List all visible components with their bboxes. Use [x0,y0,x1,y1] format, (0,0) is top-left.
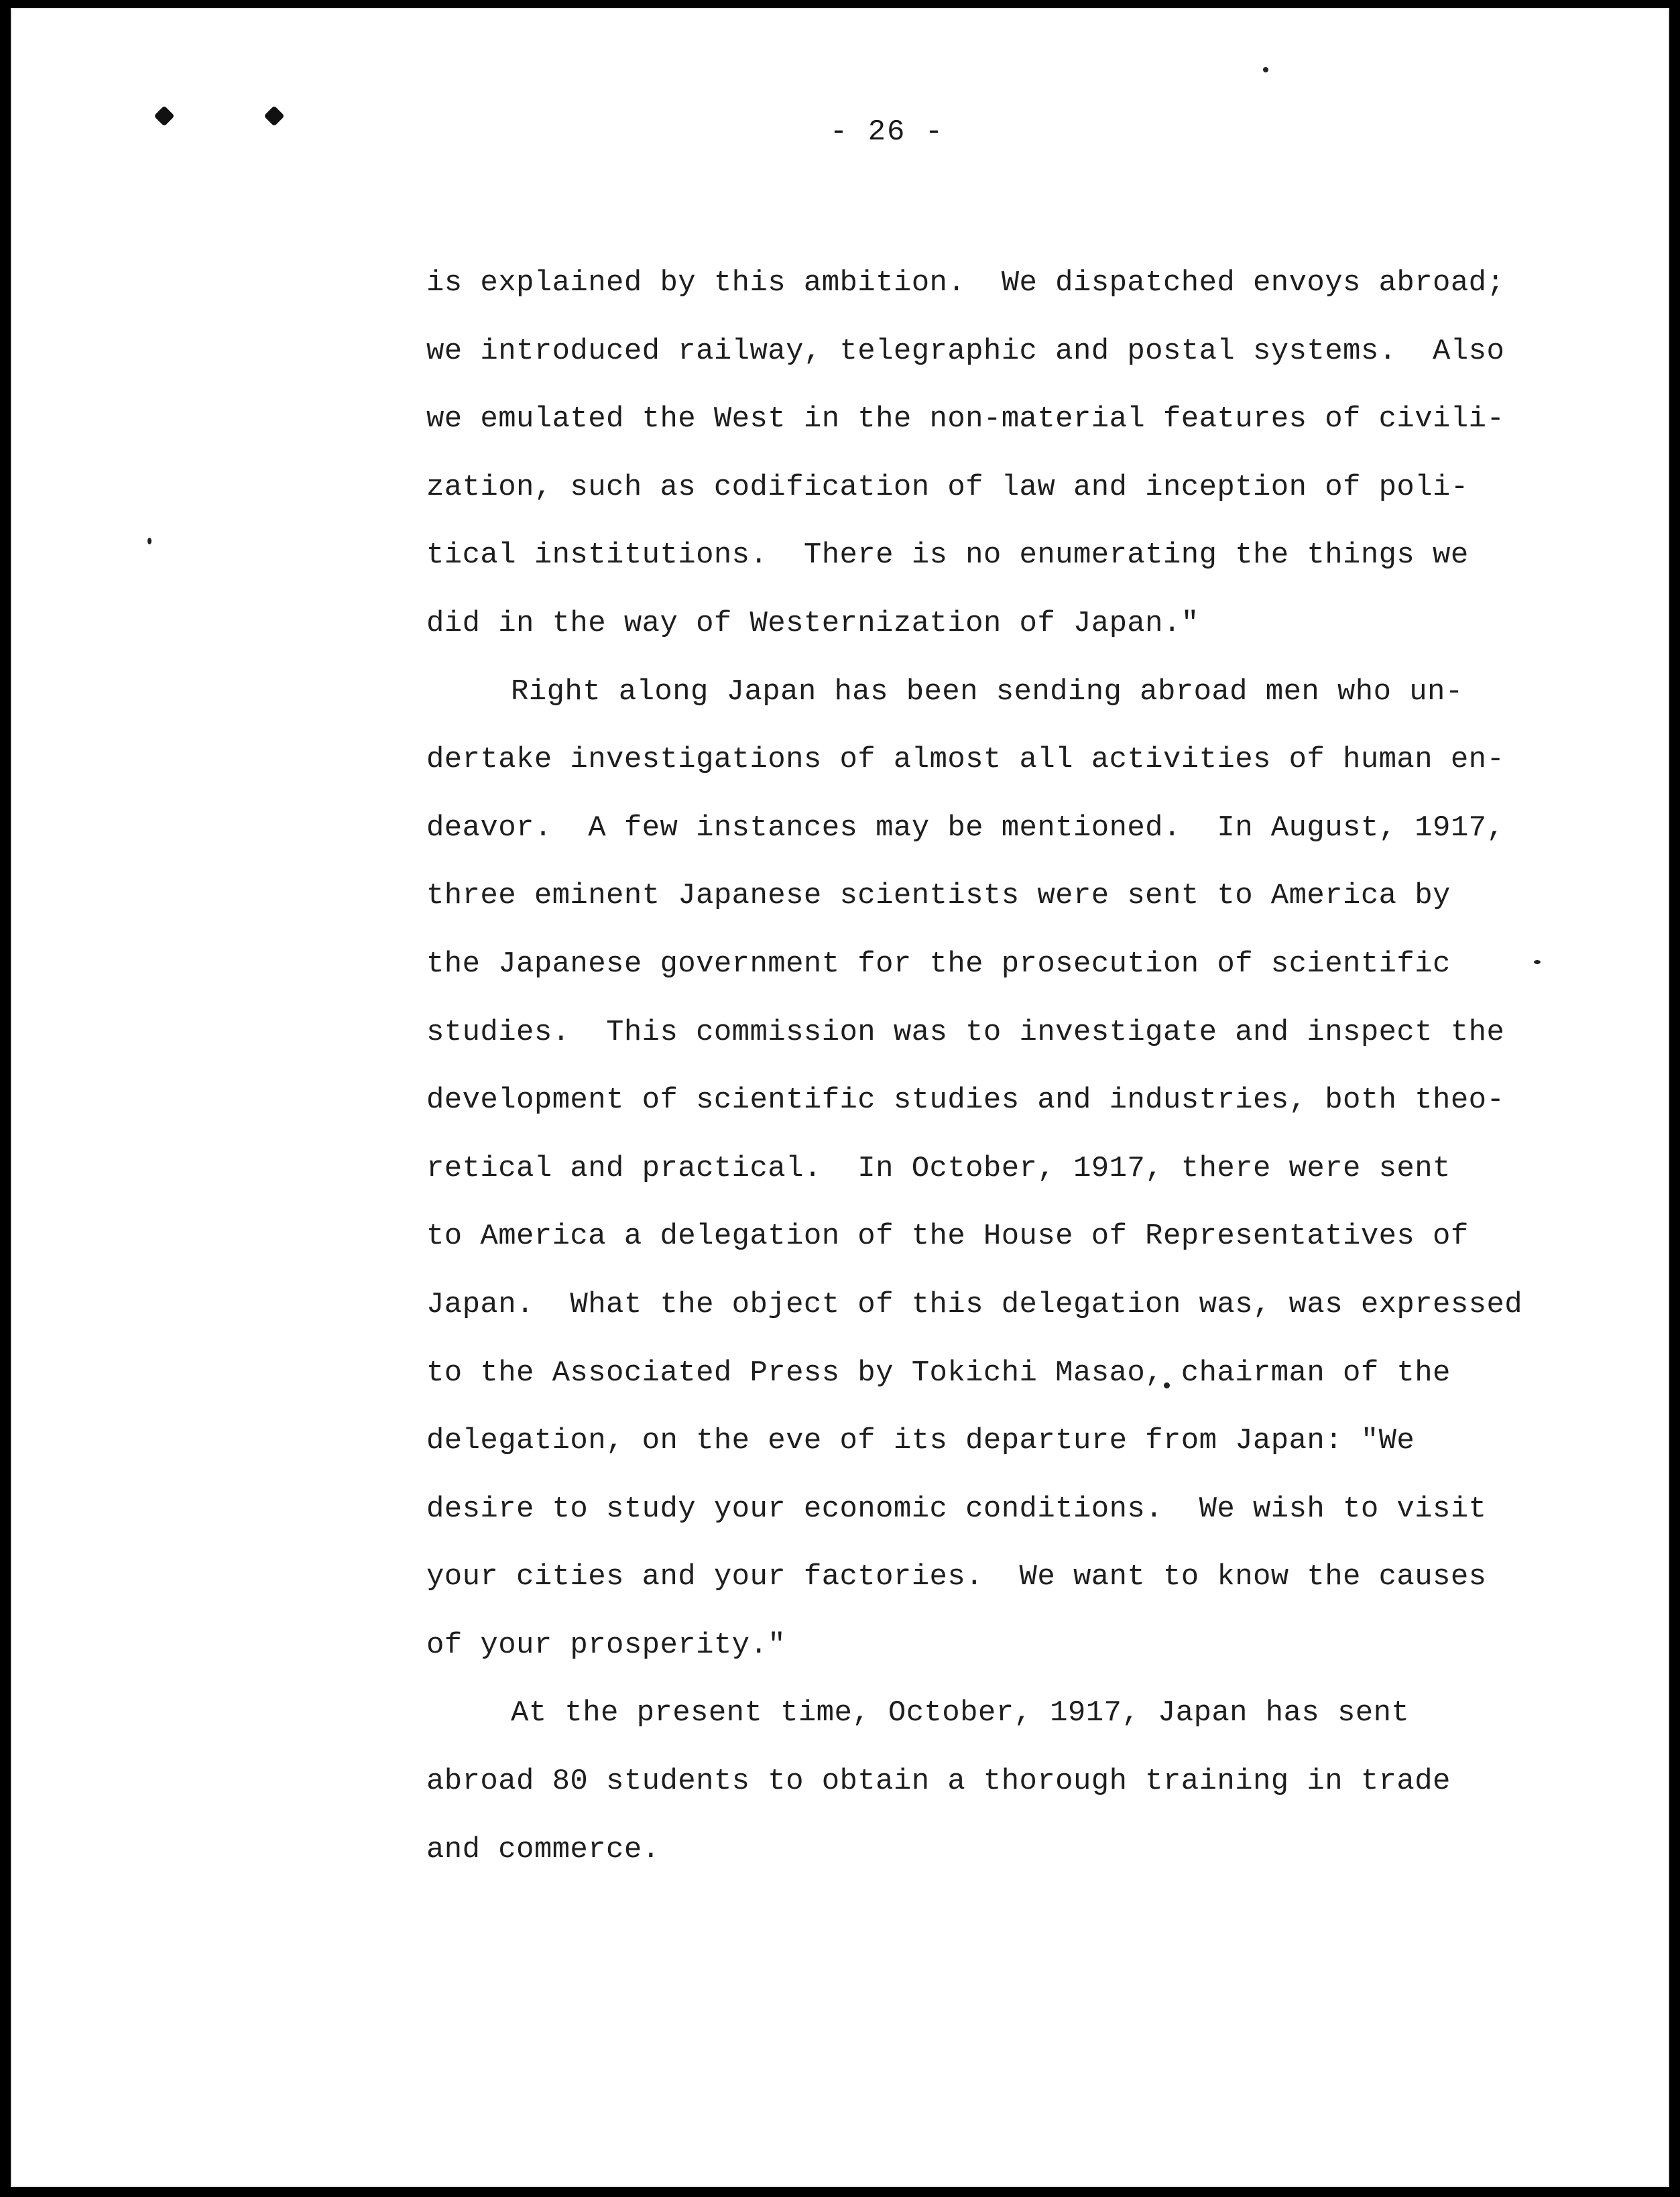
text-line: the Japanese government for the prosecution of scientific [426,947,1451,981]
text-line: Japan. What the object of this delegation was, was expressed [426,1287,1523,1321]
scan-speck [147,538,152,544]
text-line: zation, such as codification of law and inception of poli- [426,470,1469,504]
text-line: dertake investigations of almost all activities of human en- [426,743,1505,777]
text-line: we introduced railway, telegraphic and postal systems. Also [426,334,1505,368]
document-page [11,8,1669,2187]
page-number: - 26 - [829,115,945,149]
typewritten-body-text [426,249,1526,1884]
text-line: three eminent Japanese scientists were sent to America by [426,879,1451,913]
text-line: development of scientific studies and industries, both theo- [426,1083,1505,1118]
scan-border [0,2188,1680,2197]
text-line: to the Associated Press by Tokichi Masao, chairman of the [426,1356,1451,1390]
text-line: At the present time, October, 1917, Japan has sent [511,1696,1410,1730]
text-line: abroad 80 students to obtain a thorough training in trade [426,1765,1451,1799]
text-line: and commerce. [426,1832,660,1866]
text-line: Right along Japan has been sending abroad men who un- [511,674,1463,709]
text-line: we emulated the West in the non-material features of civili- [426,402,1505,436]
text-line: studies. This commission was to investigate and inspect the [426,1015,1505,1049]
text-line: desire to study your economic conditions. We wish to visit [426,1492,1487,1526]
text-line: to America a delegation of the House of Representatives of [426,1220,1469,1254]
text-line: delegation, on the eve of its departure from Japan: "We [426,1424,1415,1458]
scan-speck [1263,67,1268,72]
scan-speck [1534,960,1541,964]
text-line: is explained by this ambition. We dispatched envoys abroad; [426,266,1505,300]
text-line: your cities and your factories. We want to know the causes [426,1560,1487,1594]
text-line: tical institutions. There is no enumerating the things we [426,538,1469,573]
text-line: deavor. A few instances may be mentioned. In August, 1917, [426,811,1505,845]
text-line: retical and practical. In October, 1917, there were sent [426,1151,1451,1185]
text-line: of your prosperity." [426,1628,786,1662]
text-line: did in the way of Westernization of Japan." [426,606,1199,640]
